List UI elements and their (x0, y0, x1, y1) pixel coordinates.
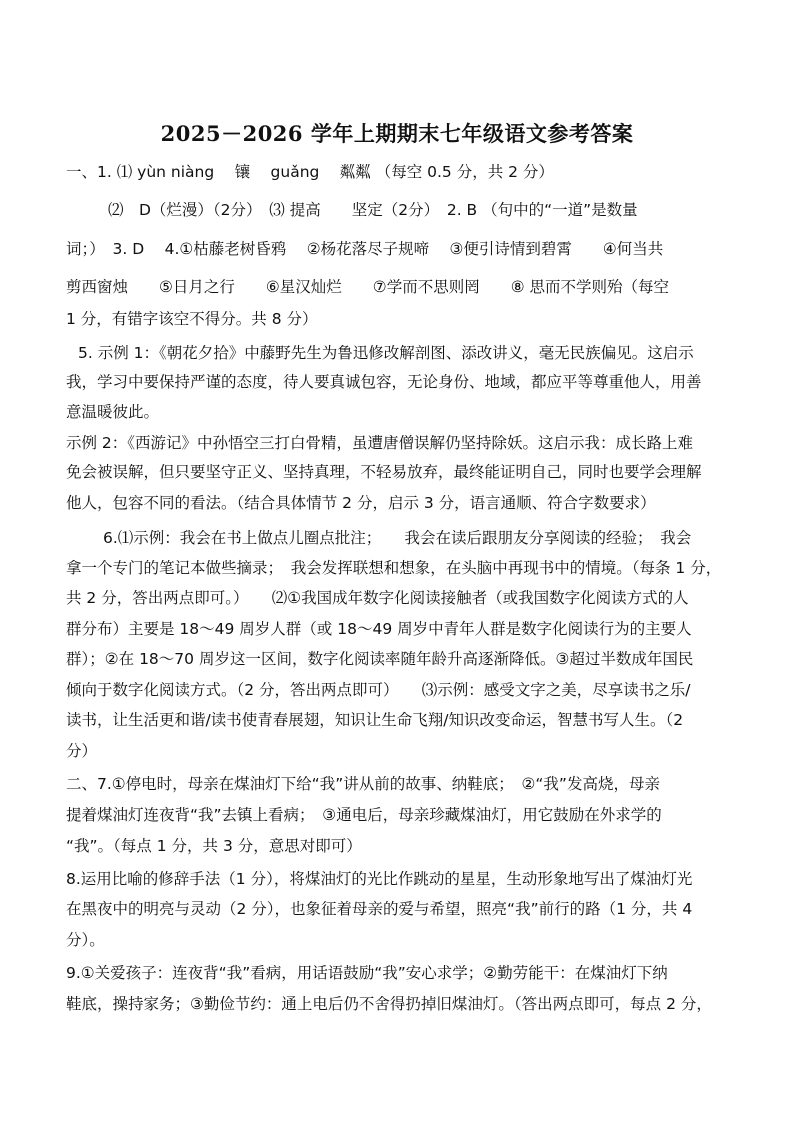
answer-line: 提着煤油灯连夜背“我”去镇上看病； ③通电后，母亲珍藏煤油灯，用它鼓励在外求学的 (66, 806, 662, 824)
answer-line: 8.运用比喻的修辞手法（1 分），将煤油灯的光比作跳动的星星，生动形象地写出了煤油灯光 (66, 870, 693, 888)
answer-line: 在黑夜中的明亮与灵动（2 分），也象征着母亲的爱与希望，照亮“我”前行的路（1 分，共 4 (66, 900, 693, 918)
answer-line: 6.⑴示例：我会在书上做点儿圈点批注； 我会在读后跟朋友分享阅读的经验； 我会 (103, 529, 692, 547)
answer-line: 共 2 分，答出两点即可。） ⑵①我国成年数字化阅读接触者（或我国数字化阅读方式的人 (66, 589, 689, 607)
answer-line: 免会被误解，但只要坚守正义、坚持真理，不轻易放弃，最终能证明自己，同时也要学会理解 (66, 463, 702, 481)
answer-line: 我，学习中要保持严谨的态度，待人要真诚包容，无论身份、地域，都应平等尊重他人，用善 (66, 373, 702, 391)
answer-line: 拿一个专门的笔记本做些摘录； 我会发挥联想和想象，在头脑中再现书中的情境。（每条 1 分， (66, 559, 722, 577)
answer-line: 分） (66, 742, 98, 760)
answer-line: 5. 示例 1：《朝花夕拾》中藤野先生为鲁迅修改解剖图、添改讲义，毫无民族偏见。这启示 (78, 344, 694, 362)
answer-line: “我”。（每点 1 分，共 3 分，意思对即可） (66, 837, 362, 855)
answer-line: 9.①关爱孩子：连夜背“我”看病，用话语鼓励“我”安心求学；②勤劳能干：在煤油灯下纳 (66, 964, 668, 982)
answer-line: 分）。 (66, 931, 105, 949)
answer-line: 群）；②在 18～70 周岁这一区间，数字化阅读率随年龄升高逐渐降低。③超过半数成年国民 (66, 650, 694, 668)
answer-line: 剪西窗烛 ⑤日月之行 ⑥星汉灿烂 ⑦学而不思则罔 ⑧ 思而不学则殆（每空 (66, 278, 670, 296)
answer-line: 意温暖彼此。 (66, 403, 160, 421)
answer-line: 倾向于数字化阅读方式。（2 分，答出两点即可） ⑶示例：感受文字之美，尽享读书之乐/ (66, 681, 691, 699)
answer-line: ⑵ D（烂漫）（2分） ⑶ 提高 坚定（2分） 2. B （句中的“一道”是数量 (108, 201, 638, 219)
answer-line: 二、7.①停电时，母亲在煤油灯下给“我”讲从前的故事、纳鞋底； ②“我”发高烧，母亲 (66, 775, 660, 793)
page-title: 2025－2026 学年上期期末七年级语文参考答案 (160, 121, 634, 146)
answer-line: 词；） 3. D 4.①枯藤老树昏鸦 ②杨花落尽子规啼 ③便引诗情到碧霄 ④何当共 (66, 240, 664, 258)
answer-line: 一、1. ⑴ yùn niàng 镶 guǎng 粼粼 （每空 0.5 分，共 2 分） (66, 163, 554, 181)
answer-line: 示例 2：《西游记》中孙悟空三打白骨精，虽遭唐僧误解仍坚持除妖。这启示我：成长路上难 (66, 434, 694, 452)
answer-line: 1 分，有错字该空不得分。共 8 分） (66, 310, 318, 328)
answer-line: 读书，让生活更和谐/读书使青春展翅，知识让生命飞翔/知识改变命运，智慧书写人生。（2 (66, 711, 684, 729)
answer-line: 鞋底，操持家务；③勤俭节约：通上电后仍不舍得扔掉旧煤油灯。（答出两点即可，每点 2 分， (66, 995, 712, 1013)
answer-line: 他人，包容不同的看法。（结合具体情节 2 分，启示 3 分，语言通顺、符合字数要求） (66, 494, 656, 512)
answer-line: 群分布）主要是 18～49 周岁人群（或 18～49 周岁中青年人群是数字化阅读行为的主要人 (66, 620, 692, 638)
